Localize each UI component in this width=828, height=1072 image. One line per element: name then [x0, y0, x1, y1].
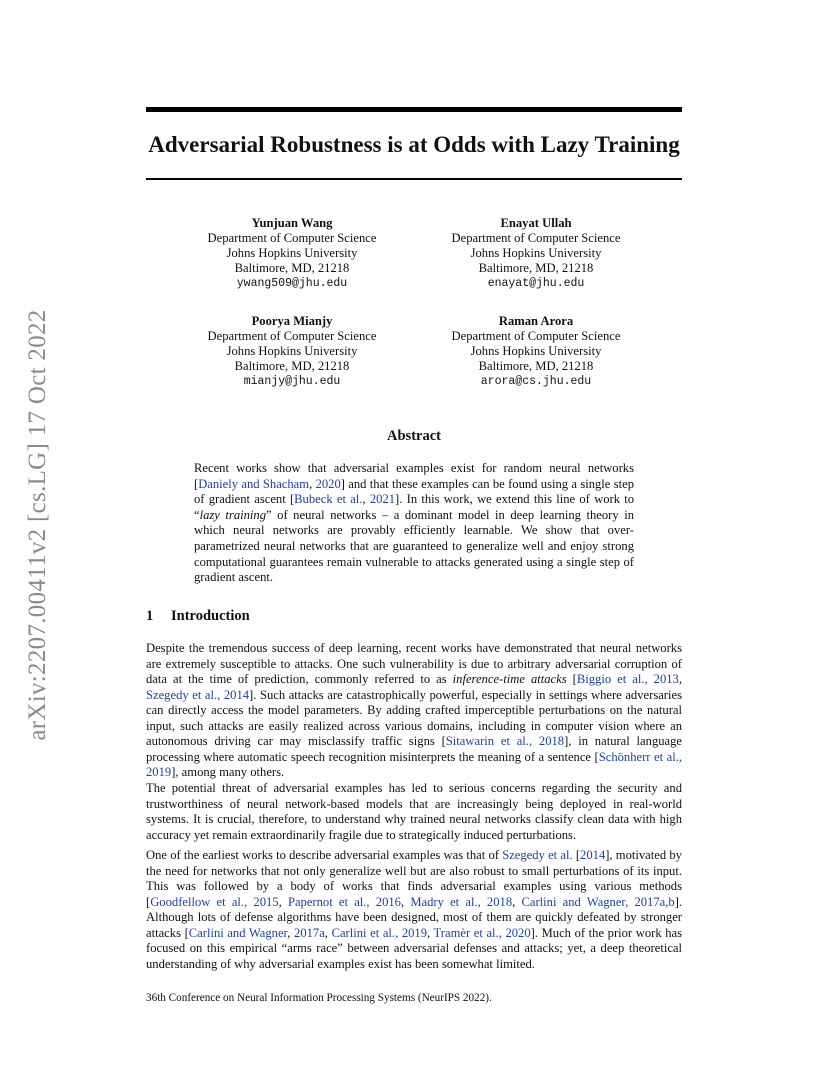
abstract-text: ]. In this work, we extend this line of work to “: [194, 492, 635, 522]
paragraph-text: Despite the tremendous success of deep learning, recent works have demonstrated that neural networks are extremely susceptible to attacks. One such vulnerability is due to arbitrary adversarial corruption of data at the time of prediction, commonly referred to as: [146, 641, 682, 687]
citation-link[interactable]: Madry et al., 2018: [410, 894, 513, 909]
author-email[interactable]: arora@cs.jhu.edu: [480, 375, 592, 388]
section-title: Introduction: [171, 608, 250, 624]
emphasis-text: lazy training: [199, 507, 267, 522]
citation-link[interactable]: 2021: [369, 492, 396, 507]
author-department: Department of Computer Science: [207, 329, 377, 343]
paper-title: Adversarial Robustness is at Odds with Lazy Training: [148, 132, 680, 157]
abstract-text: ” of neural networks – a dominant model in deep learning theory in which neural networks are provably efficiently learnable. We show that over-parametrized neural networks that are guaranteed to generalize well and enjoy strong computational guarantees remain vulnerable to attacks generated using a single step of gradient ascent.: [194, 507, 634, 585]
author-email[interactable]: mianjy@jhu.edu: [243, 375, 341, 388]
citation-link[interactable]: Biggio et al., 2013: [576, 672, 679, 687]
author-address: Baltimore, MD, 21218: [234, 359, 350, 373]
author-address: Baltimore, MD, 21218: [478, 261, 594, 275]
author-block: [416, 314, 656, 389]
abstract-text: ] and that these examples can be found using a single step of gradient ascent [: [194, 476, 635, 507]
title-rule-top: [146, 107, 682, 112]
citation-link[interactable]: Daniely and Shacham: [198, 476, 310, 491]
author-address: Baltimore, MD, 21218: [478, 359, 594, 373]
author-block: [172, 314, 412, 389]
paragraph-text: ]. Such attacks are catastrophically powerful, especially in settings where adversaries can directly access the model parameters. By adding crafted imperceptible perturbations on the natural input, such attacks are easily realized across various domains, including in computer vision where an autonomous driving car may misclassify traffic signs [: [146, 687, 682, 749]
citation-link[interactable]: Carlini and Wagner: [188, 925, 288, 940]
author-university: Johns Hopkins University: [470, 344, 602, 358]
citation-link[interactable]: Goodfellow et al., 2015: [150, 894, 279, 909]
citation-link[interactable]: Carlini et al., 2019: [331, 925, 428, 940]
abstract-text: ,: [362, 492, 370, 507]
citation-link[interactable]: 2017a: [294, 925, 325, 940]
abstract-heading: Abstract: [387, 428, 441, 444]
citation-link[interactable]: 2020: [315, 476, 341, 491]
author-email[interactable]: enayat@jhu.edu: [487, 277, 585, 290]
paragraph-text: One of the earliest works to describe adversarial examples was that of: [146, 848, 503, 862]
paragraph-text: ,: [427, 925, 434, 940]
author-email[interactable]: ywang509@jhu.edu: [236, 277, 348, 290]
author-name: Enayat Ullah: [500, 216, 572, 230]
paragraph-text: ,: [324, 925, 332, 940]
author-department: Department of Computer Science: [207, 231, 377, 245]
author-address: Baltimore, MD, 21218: [234, 261, 350, 275]
abstract-text: ,: [309, 476, 316, 491]
citation-link[interactable]: 2014: [580, 848, 606, 862]
author-name: Poorya Mianjy: [251, 314, 333, 328]
arxiv-stamp: [18, 290, 58, 760]
author-block: [416, 216, 656, 291]
author-block: [172, 216, 412, 291]
author-university: Johns Hopkins University: [470, 246, 602, 260]
paragraph-text: ,: [278, 894, 288, 909]
abstract-body: [194, 461, 634, 586]
emphasis-text: inference-time attacks: [452, 672, 567, 687]
paragraph-text: [: [566, 672, 577, 687]
citation-link[interactable]: Tramèr et al., 2020: [433, 925, 531, 940]
citation-link[interactable]: Szegedy et al., 2014: [146, 687, 250, 702]
citation-link[interactable]: Schönherr et al., 2019: [146, 749, 683, 780]
paragraph: [146, 781, 682, 843]
citation-link[interactable]: Carlini and Wagner, 2017a,b: [521, 894, 675, 909]
paragraph: [146, 848, 682, 972]
author-name: Raman Arora: [498, 314, 574, 328]
conference-footer: 36th Conference on Neural Information Processing Systems (NeurIPS 2022).: [146, 992, 492, 1004]
paragraph-text: ]. Although lots of defense algorithms have been designed, most of them are quickly defeated by stronger attacks [: [146, 894, 683, 940]
author-university: Johns Hopkins University: [226, 344, 358, 358]
paragraph-text: The potential threat of adversarial examples has led to serious concerns regarding the security and trustworthiness of neural network-based models that are increasingly being deployed in real-world systems. It is crucial, therefore, to understand why trained neural networks classify clean data with high accuracy yet remain extraordinarily fragile due to strategically induced perturbations.: [146, 781, 682, 842]
paragraph-text: [: [572, 848, 581, 862]
citation-link[interactable]: Sitawarin et al., 2018: [445, 734, 565, 749]
paragraph-text: ,: [678, 672, 682, 687]
section-number: 1: [146, 608, 154, 624]
paragraph: [146, 641, 682, 781]
citation-link[interactable]: Szegedy et al.: [502, 848, 573, 862]
paragraph-text: ,: [287, 925, 295, 940]
author-name: Yunjuan Wang: [251, 216, 333, 230]
paragraph-text: ], motivated by the need for networks that not only generalize well but are also robust to small perturbations of its input. This was followed by a body of works that finds adversarial examples using various methods [: [146, 848, 682, 909]
paragraph-text: ]. Much of the prior work has focused on this empirical “arms race” between adversarial defenses and attacks; yet, a deep theoretical understanding of why adversarial examples exist has been somewhat limited.: [146, 925, 683, 971]
arxiv-stamp-text: arXiv:2207.00411v2 [cs.LG] 17 Oct 2022: [24, 309, 51, 741]
author-department: Department of Computer Science: [451, 329, 621, 343]
title-rule-bottom: [146, 178, 682, 180]
citation-link[interactable]: Bubeck et al.: [294, 492, 363, 507]
paragraph-text: ], in natural language processing where automatic speech recognition misinterprets the meaning of a sentence [: [146, 734, 683, 764]
author-department: Department of Computer Science: [451, 231, 621, 245]
paragraph-text: ], among many others.: [171, 765, 285, 780]
section-heading: [146, 607, 250, 625]
paragraph-text: ,: [512, 894, 522, 909]
paragraph-text: ,: [400, 894, 411, 909]
abstract-text: Recent works show that adversarial examples exist for random neural networks [: [194, 461, 634, 491]
citation-link[interactable]: Papernot et al., 2016: [287, 894, 401, 909]
author-university: Johns Hopkins University: [226, 246, 358, 260]
